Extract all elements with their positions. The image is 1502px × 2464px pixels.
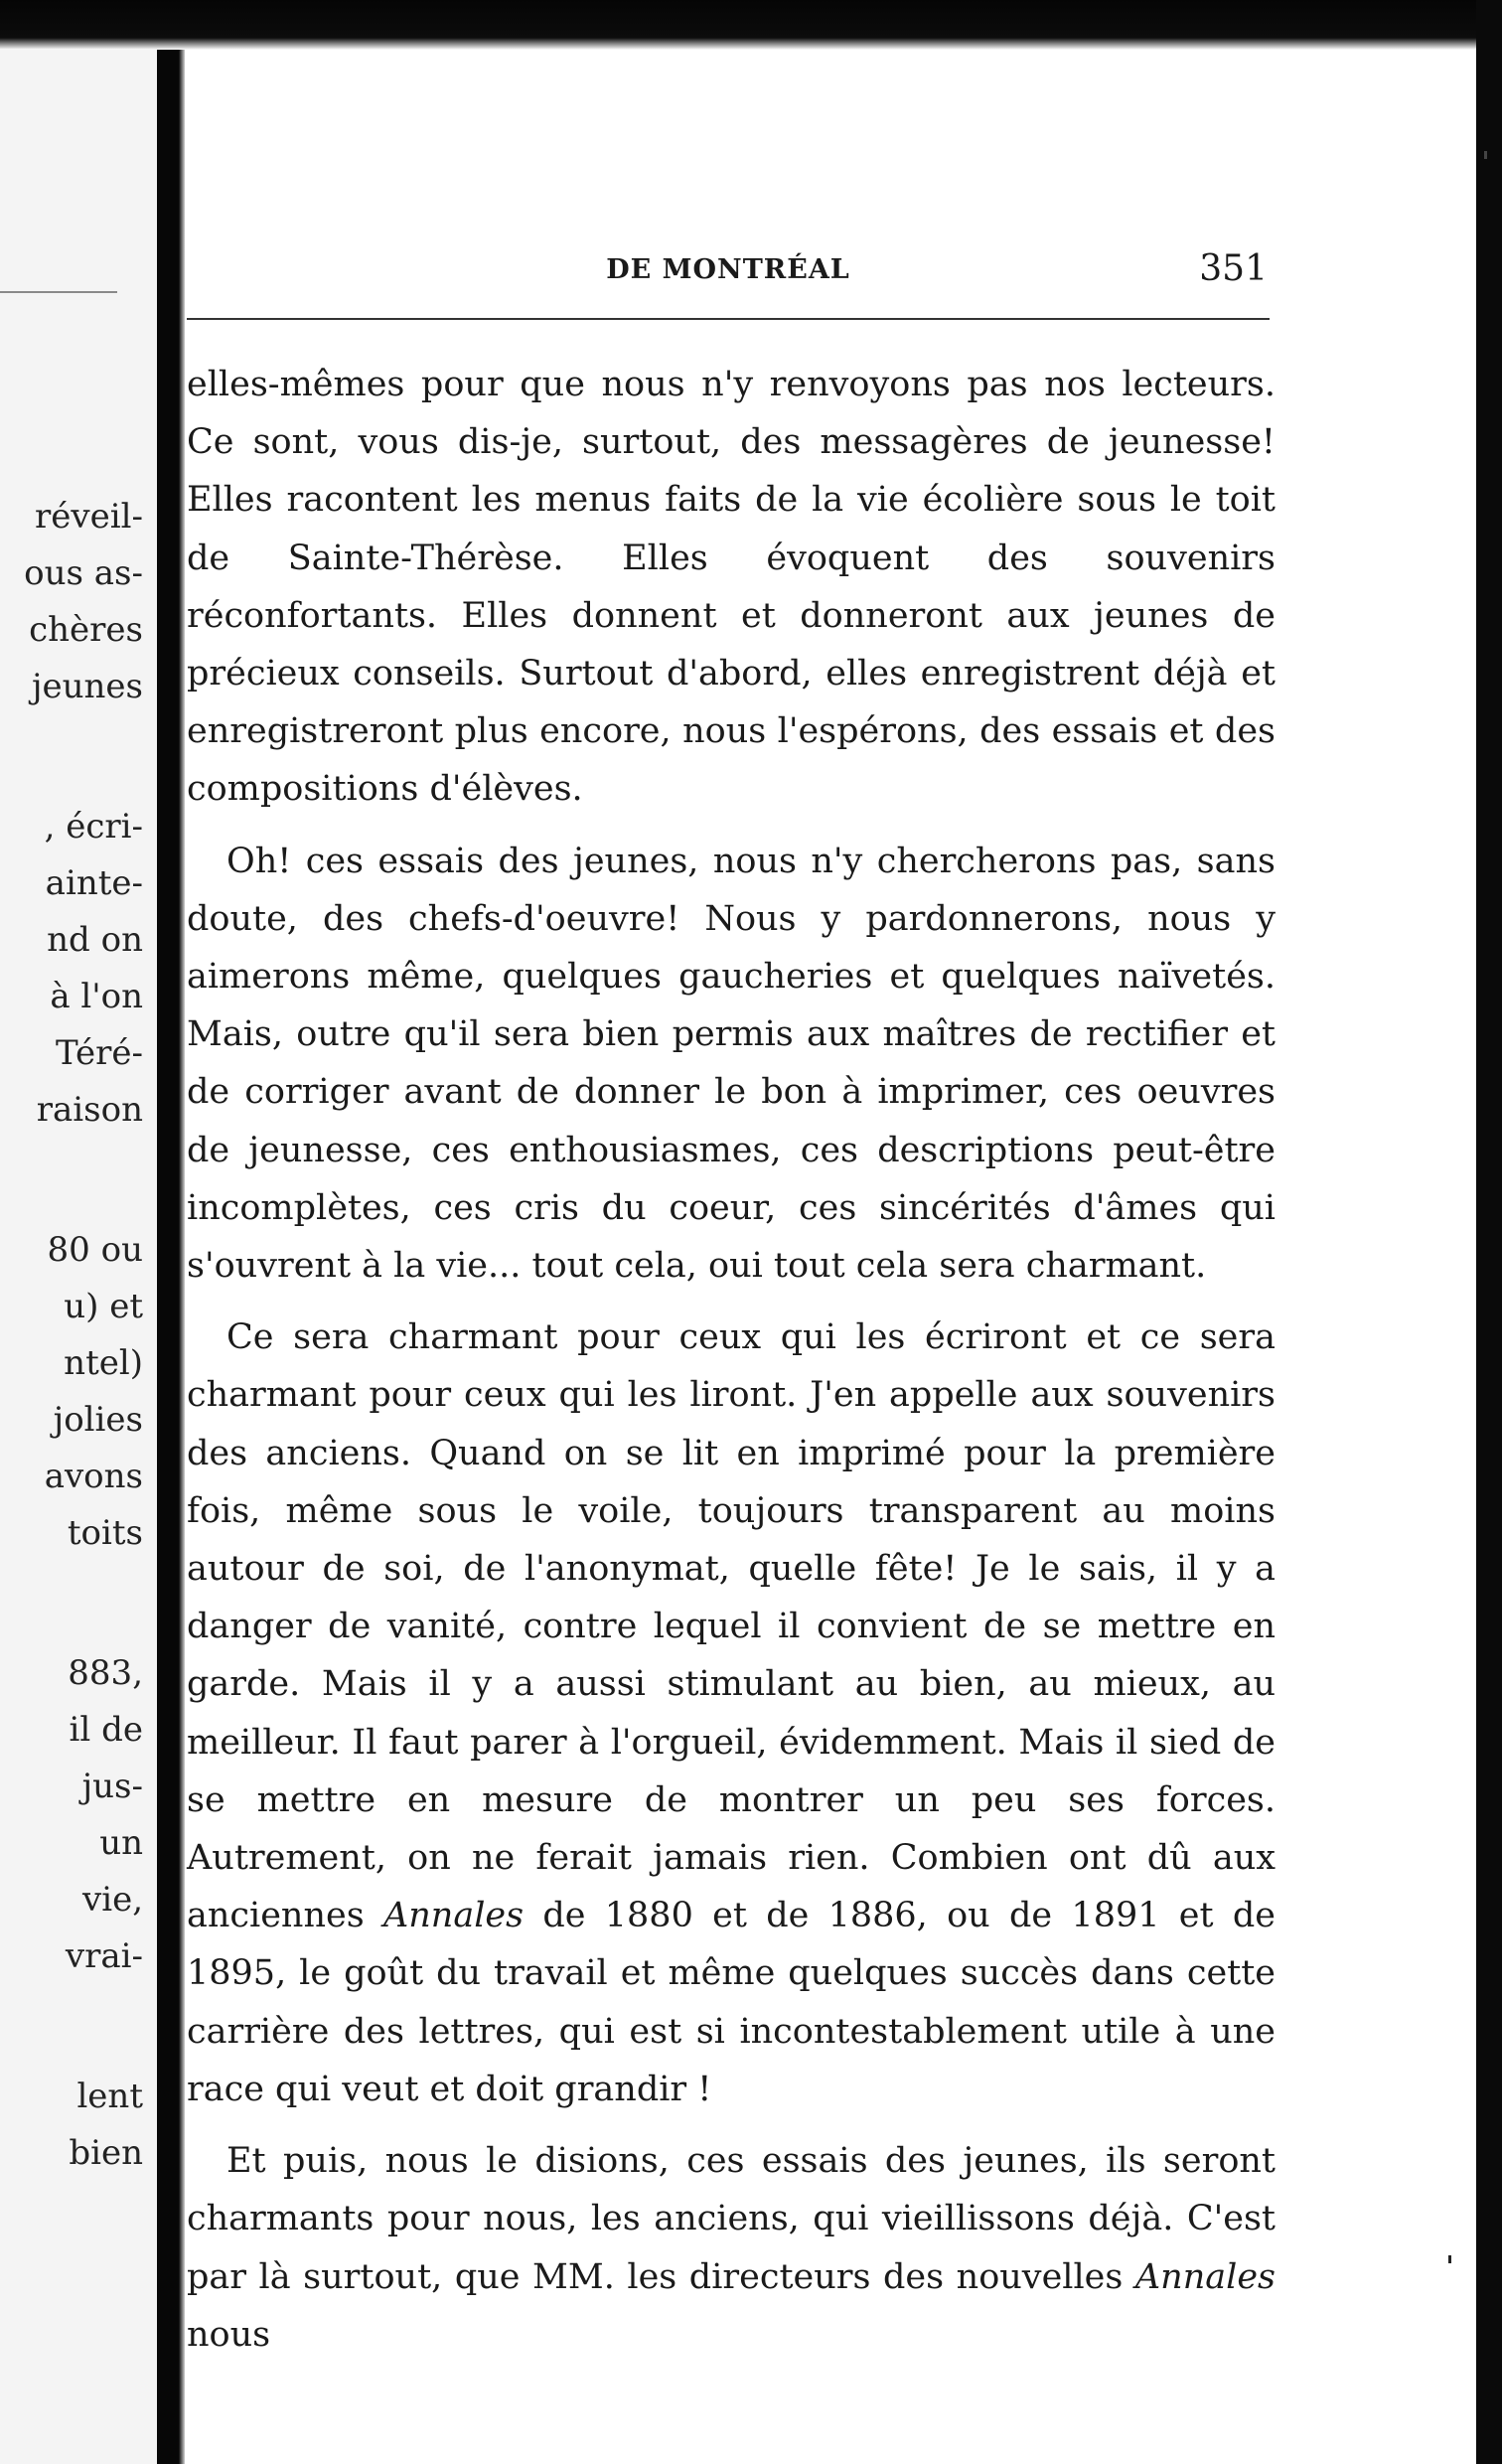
header-rule bbox=[187, 318, 1270, 320]
paragraph-text: Ce sera charmant pour ceux qui les écriront et ce sera charmant pour ceux qui les liront. J'en appelle aux souvenirs des anciens. Quand on se lit en imprimé pour la première fois, même sous le voile, toujours transparent au moins autour de soi, de l'anonymat, quelle fête! Je le sais, il y a danger de vanité, contre lequel il convient de se mettre en garde. Mais il y a aussi stimulant au bien, au mieux, au meilleur. Il faut parer à l'orgueil, évidemment. Mais il sied de se mettre en mesure de montrer un peu ses forces. Autrement, on ne ferait jamais rien. Combien ont dû aux anciennes bbox=[187, 1317, 1276, 1936]
scan-top-shadow bbox=[0, 0, 1502, 50]
journal-title-annales: Annales bbox=[1134, 2256, 1276, 2297]
paragraph-text: Et puis, nous le disions, ces essais des jeunes, ils seront charmants pour nous, les anciens, qui vieillissons déjà. C'est par là surtout, que MM. les directeurs des nouvelles bbox=[187, 2141, 1276, 2297]
paragraph-4 bbox=[187, 2132, 1276, 2364]
paragraph-1 bbox=[187, 356, 1276, 819]
scan-speck bbox=[1484, 151, 1487, 159]
facing-page-rule bbox=[0, 291, 117, 293]
running-head bbox=[187, 248, 1270, 288]
facing-page-line: ainte- bbox=[45, 863, 143, 903]
facing-page-line: réveil- bbox=[35, 497, 143, 537]
facing-page-line: ntel) bbox=[64, 1343, 143, 1383]
facing-page-line: jus- bbox=[81, 1767, 143, 1806]
paragraph-3 bbox=[187, 1309, 1276, 2118]
facing-page-line: jolies bbox=[53, 1400, 143, 1440]
journal-title-annales: Annales bbox=[382, 1896, 525, 1936]
facing-page-line: vrai- bbox=[65, 1936, 143, 1976]
facing-page-line: avons bbox=[44, 1457, 143, 1496]
paragraph-text: de 1880 et de 1886, ou de 1891 et de 1895, le goût du travail et même quelques succès dans cette carrière des lettres, qui est si incontestablement utile à une race qui veut et doit grandir ! bbox=[187, 1896, 1276, 2109]
facing-page-line: un bbox=[99, 1823, 143, 1863]
paragraph-2 bbox=[187, 833, 1276, 1296]
facing-page-line: chères bbox=[29, 610, 143, 650]
scan-right-edge bbox=[1476, 0, 1502, 2464]
facing-page-line: il de bbox=[69, 1710, 143, 1750]
facing-page-line: vie, bbox=[81, 1880, 143, 1920]
facing-page-line: raison bbox=[36, 1090, 143, 1130]
running-head-title: DE MONTRÉAL bbox=[606, 254, 850, 285]
page-number: 351 bbox=[1199, 248, 1268, 289]
facing-page-line: 883, bbox=[68, 1653, 143, 1693]
paragraph-text: elles-mêmes pour que nous n'y renvoyons pas nos lecteurs. Ce sont, vous dis-je, surtout, des messagères de jeunesse! Elles racontent les menus faits de la vie écolière sous le toit de Sainte-Thérèse. Elles évoquent des souvenirs réconfortants. Elles donnent et donneront aux jeunes de précieux conseils. Surtout d'abord, elles enregistrent déjà et enregistreront plus encore, nous l'espérons, des essais et des compositions d'élèves. bbox=[187, 365, 1276, 810]
facing-page-fragment bbox=[0, 50, 157, 2464]
binding-gutter bbox=[157, 50, 185, 2464]
facing-page-line: , écri- bbox=[44, 807, 143, 847]
scan-speck bbox=[1448, 2255, 1451, 2263]
paragraph-text: Oh! ces essais des jeunes, nous n'y chercherons pas, sans doute, des chefs-d'oeuvre! Nous y pardonnerons, nous y aimerons même, quelques gaucheries et quelques naïvetés. Mais, outre qu'il sera bien permis aux maîtres de rectifier et de corriger avant de donner le bon à imprimer, ces oeuvres de jeunesse, ces enthousiasmes, ces descriptions peut-être incomplètes, ces cris du coeur, ces sincérités d'âmes qui s'ouvrent à la vie... tout cela, oui tout cela sera charmant. bbox=[187, 841, 1276, 1287]
facing-page-line: 80 ou bbox=[47, 1230, 143, 1270]
paragraph-text: nous bbox=[187, 2314, 271, 2355]
facing-page-line: Téré- bbox=[55, 1033, 143, 1073]
facing-page-line: ous as- bbox=[24, 553, 143, 593]
facing-page-line: nd on bbox=[47, 920, 143, 960]
facing-page-line: à l'on bbox=[50, 977, 143, 1016]
facing-page-line: u) et bbox=[64, 1287, 143, 1326]
facing-page-line: toits bbox=[67, 1513, 143, 1553]
facing-page-line: bien bbox=[69, 2133, 143, 2173]
facing-page-line: lent bbox=[76, 2077, 143, 2116]
body-text bbox=[187, 356, 1276, 2378]
facing-page-line: jeunes bbox=[31, 667, 143, 706]
